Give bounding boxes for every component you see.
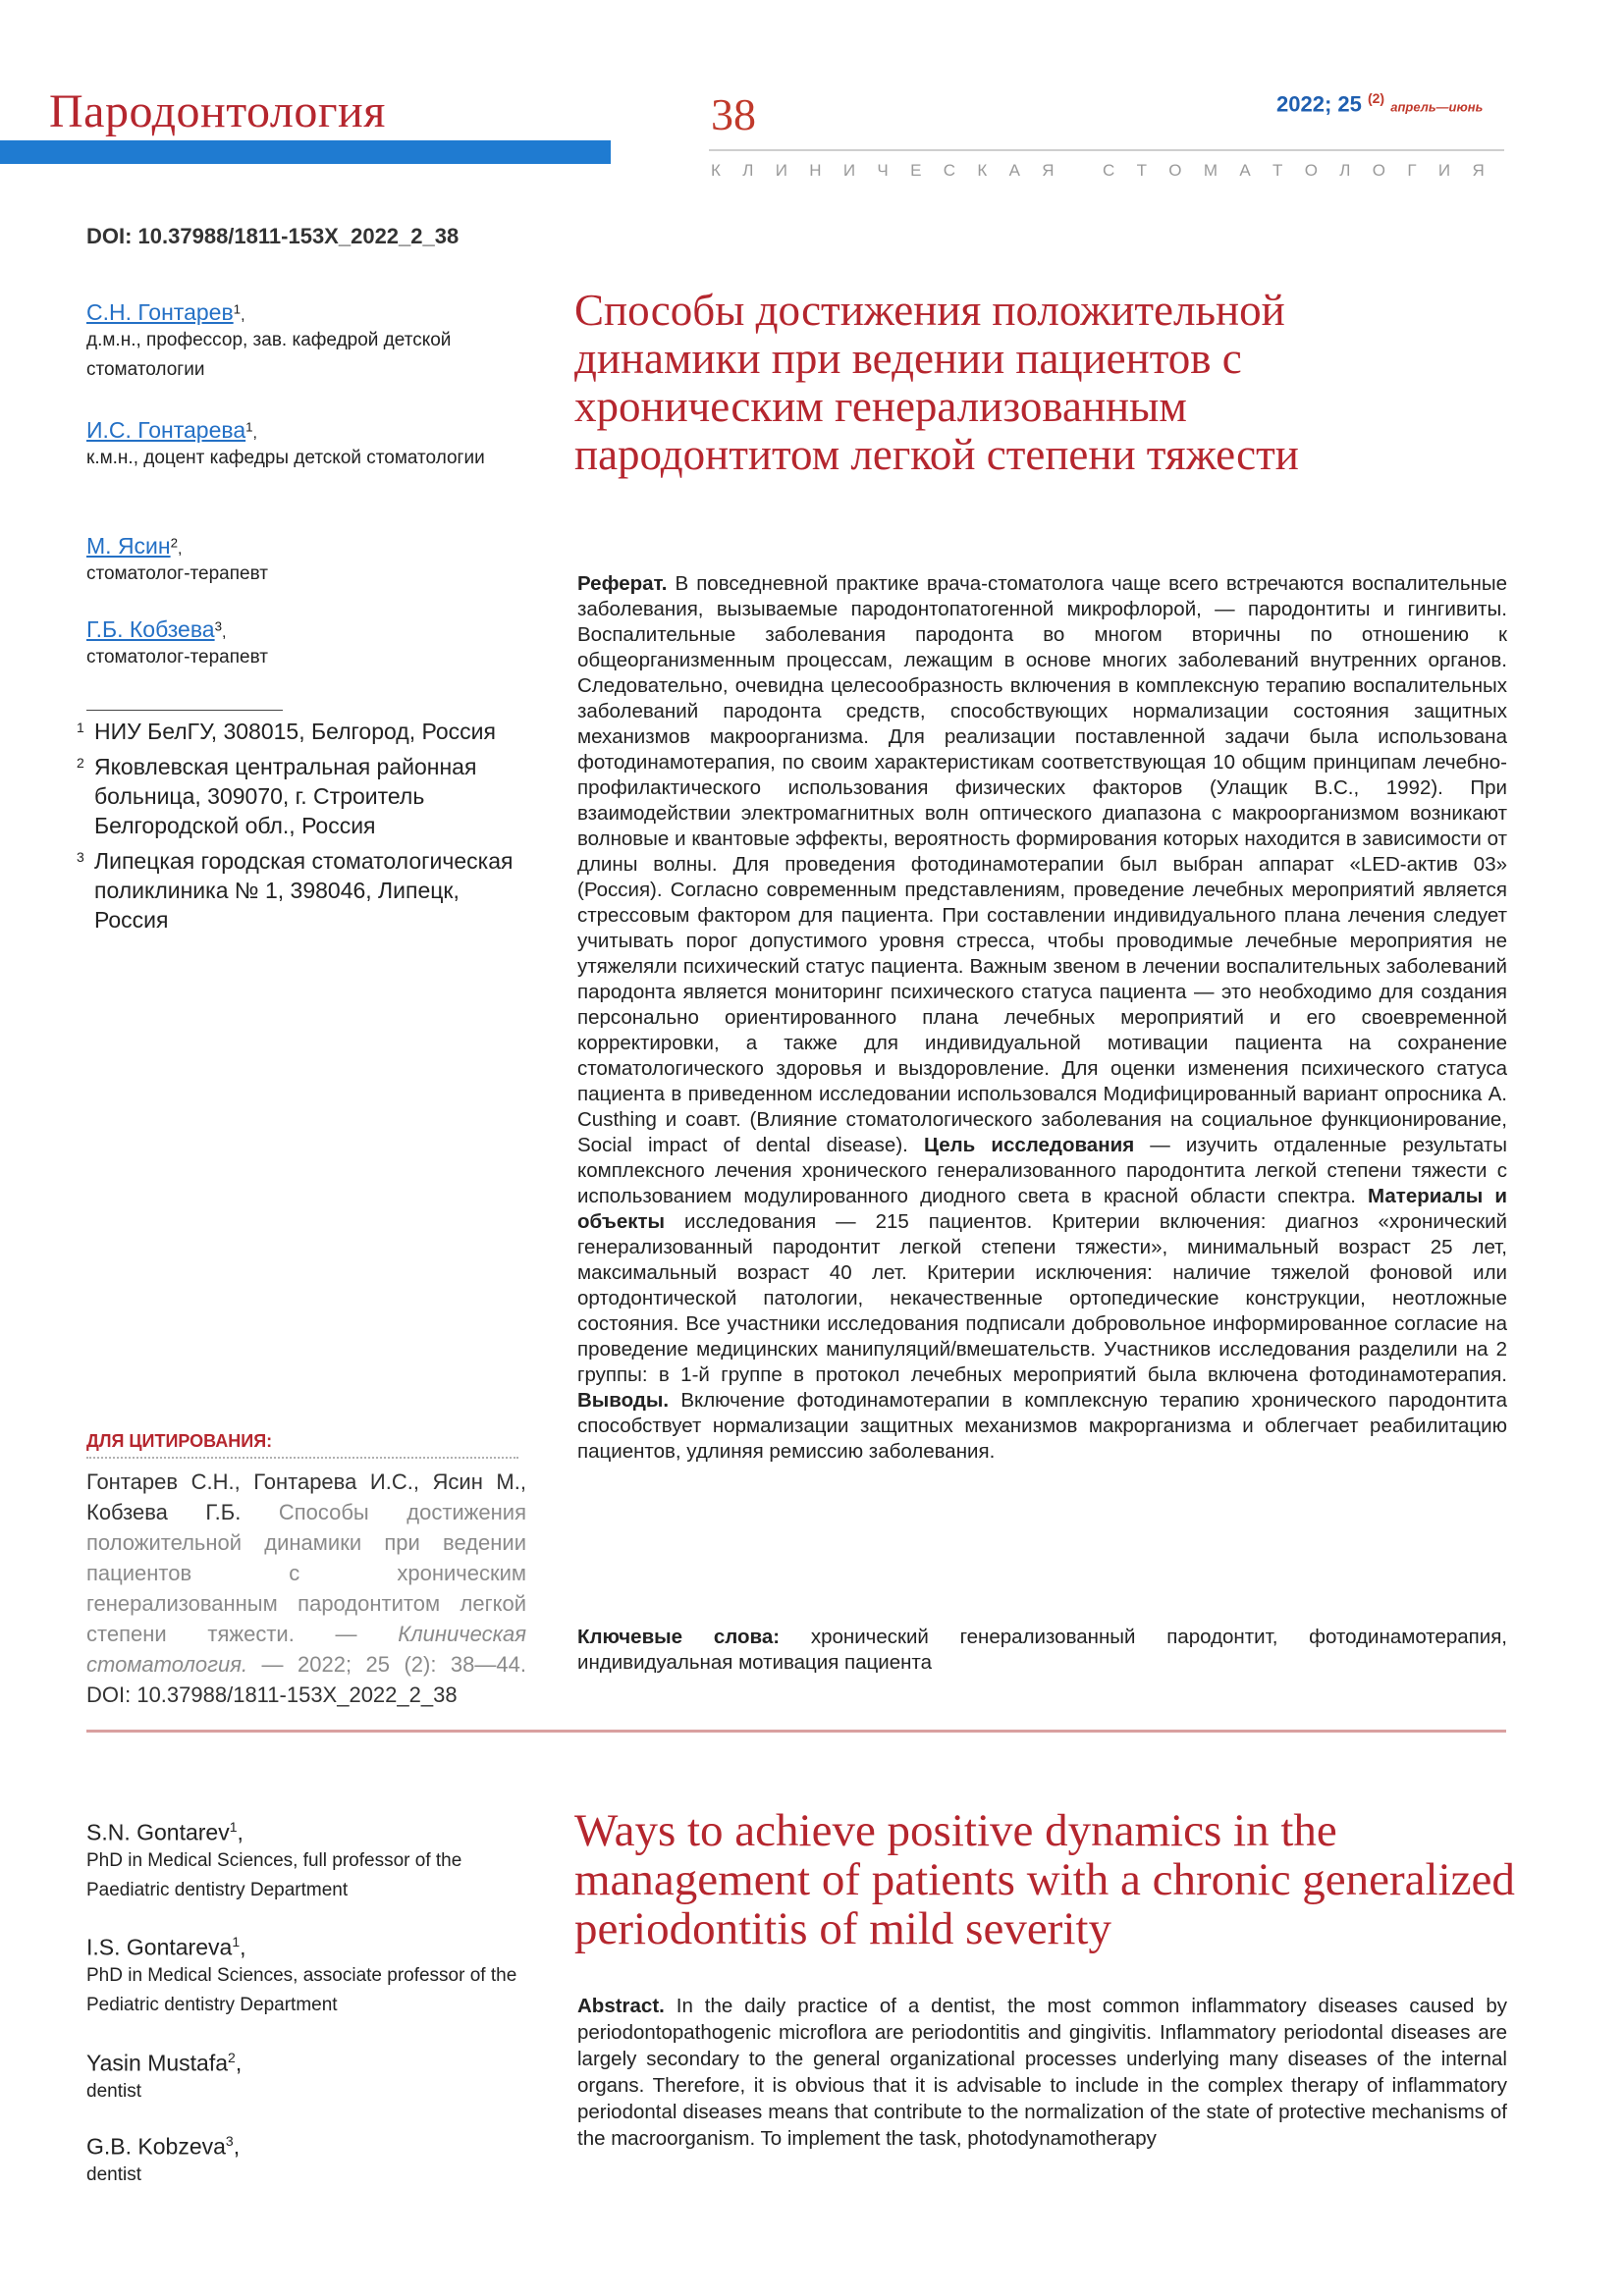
article-title-en: Ways to achieve positive dynamics in the management of patients with a chronic generalized periodontitis of mild severity [574,1805,1515,1954]
author-name-link[interactable]: С.Н. Гонтарев [86,299,234,325]
journal-letter: О [1372,161,1408,180]
journal-letter: Л [1339,161,1373,180]
journal-letter: Т [1136,161,1168,180]
journal-letter [1076,161,1103,181]
journal-letter: Н [809,161,843,180]
journal-letter: Я [1042,161,1076,180]
journal-letter: И [775,161,809,180]
citation-journal: Клиническая стоматология. [86,1622,526,1677]
journal-letter: И [1437,161,1473,180]
materials-text: исследования — 215 пациентов. Критерии включения: диагноз «хронический генерализованный пародонтит легкой степени тяжести», минимальный возраст 25 лет, максимальный возраст 40 лет. Критерии исключения: наличие тяжелой фоновой или ортодонтической патологии, некачественные ортопедические конструкции, неотложные состояния. Все участники исследования подписали добровольное информированное согласие на проведение медицинских манипуляций/вмешательств. Участников исследования разделили на 2 группы: в 1-й группе в протокол лечебных мероприятий была включена фотодинамотерапия. [577,1210,1507,1386]
citation-doi: DOI: 10.37988/1811-153X_2022_2_38 [86,1682,458,1707]
author-desc-en: dentist [86,2163,141,2185]
citation-details: — 2022; 25 (2): 38—44. [261,1652,526,1677]
section-title: Пародонтология [49,85,386,137]
author-desc-en: PhD in Medical Sciences, associate professor of the Pediatric dentistry Department [86,1964,517,2015]
doi: DOI: 10.37988/1811-153X_2022_2_38 [86,224,460,248]
author-ru-2: И.С. Гонтарева$^1$, к.м.н., доцент кафедры детской стоматологии [86,417,548,473]
author-desc: стоматолог-терапевт [86,647,268,667]
author-en-3: Yasin Mustafa$^2$, dentist [86,2050,548,2107]
issue-months: апрель—июнь [1390,99,1484,115]
keywords-text: хронический генерализованный пародонтит, фотодинамотерапия, индивидуальная мотивация пациента [577,1626,1507,1674]
affiliation-3: 3 Липецкая городская стоматологическая поликлиника № 1, 398046, Липецк, Россия [77,848,514,933]
journal-letter: С [943,161,978,180]
journal-letter: С [1102,161,1137,180]
keywords-label: Ключевые слова: [577,1626,781,1648]
abstract-en-label: Abstract. [577,1995,665,2017]
page-number: 38 [711,89,756,139]
journal-name [711,161,1506,181]
conclusions-text: Включение фотодинамотерапии в комплексную терапию хронического пародонтита способствует нормализации защитных механизмов макрорганизма и облегчает реабилитацию пациентов, удлиняя ремиссию заболевания. [577,1389,1507,1463]
journal-letter: Е [910,161,944,180]
affiliation-2: 2 Яковлевская центральная районная больница, 309070, г. Строитель Белгородской обл., Россия [77,754,477,838]
author-en-1: S.N. Gontarev$^1$, PhD in Medical Sciences, full professor of the Paediatric dentistry Department [86,1819,548,1905]
issue-info [1276,90,1483,117]
author-name-en: G.B. Kobzeva [86,2133,226,2160]
header-rule [709,149,1504,151]
issue-number: (2) [1367,90,1385,106]
journal-letter: М [1203,161,1240,180]
author-en-2: I.S. Gontareva$^1$, PhD in Medical Sciences, associate professor of the Pediatric dentistry Department [86,1934,548,2020]
conclusions-label: Выводы. [577,1389,670,1412]
author-name-en: S.N. Gontarev [86,1819,230,1845]
journal-letter: Ч [877,161,910,180]
section-bar [0,140,611,164]
journal-letter: О [1168,161,1204,180]
journal-letter: Г [1407,161,1438,180]
author-desc: к.м.н., доцент кафедры детской стоматологии [86,448,485,468]
goal-text: — изучить отдаленные результаты комплексного лечения хронического генерализованного пародонтита легкой степени тяжести с использованием модулированного диодного света в красной области спектра. [577,1134,1508,1207]
author-ru-3: М. Ясин$^2$, стоматолог-терапевт [86,533,548,589]
journal-letter: О [1304,161,1339,180]
journal-letter: Т [1272,161,1305,180]
author-desc: д.м.н., профессор, зав. кафедрой детской стоматологии [86,330,452,380]
journal-letter: И [842,161,878,180]
citation-text [86,1467,526,1710]
journal-letter: А [1008,161,1042,180]
author-ru-4: Г.Б. Кобзева$^3$, стоматолог-терапевт [86,616,548,672]
citation-authors: Гонтарев С.Н., Гонтарева И.С., Ясин М., Кобзева Г.Б. [86,1469,526,1524]
abstract-label: Реферат. [577,572,668,595]
journal-letter: К [977,161,1009,180]
abstract-body: В повседневной практике врача-стоматолога чаще всего встречаются воспалительные заболевания, вызываемые пародонтопатогенной микрофлорой, — пародонтиты и гингивиты. Воспалительные заболевания пародонта во многом вторичны по отношению к общеорганизменным процессам, лежащим в основе многих заболеваний внутренних органов. Следовательно, очевидна целесообразность включения в комплексную терапию воспалительных заболеваний пародонта средств, способствующих нормализации состояния защитных механизмов макроорганизма. Для реализации поставленной задачи была использована фотодинамотерапия, по своим характеристикам соответствующая 10 общим принципам лечебно-профилактического использования физических факторов (Улащик В.С., 1992). При взаимодействии электромагнитных волн оптического диапазона с макроорганизмом возникают волновые и квантовые эффекты, вероятность формирования которых находится в зависимости от длины волны. Для проведения фотодинамотерапии был выбран аппарат «LED-актив 03» (Россия). Согласно современным представлениям, проведение лечебных мероприятий является стрессовым фактором для пациента. При составлении индивидуального плана лечения следует учитывать порог допустимого уровня стресса, чтобы проводимые лечебные мероприятия не утяжеляли психический статус пациента. Важным звеном в лечении воспалительных заболеваний пародонта является мониторинг психического статуса пациента — это необходимо для создания персонально ориентированного плана лечебных мероприятий и его своевременной корректировки, а также для индивидуальной мотивации пациента на сохранение стоматологического здоровья и выздоровление. Для оценки изменения психического статуса пациента в приведенном исследовании использовался Модифицированный вариант опросника A. Custhing и соавт. (Влияние стоматологического заболевания на социальное функционирование, Social impact of dental disease). [577,572,1507,1156]
issue-year-volume: 2022; 25 [1276,91,1362,117]
author-name-link[interactable]: М. Ясин [86,533,171,559]
section-divider [86,1730,1506,1733]
author-name-link[interactable]: И.С. Гонтарева [86,417,246,443]
journal-letter: Л [742,161,776,180]
author-en-4: G.B. Kobzeva$^3$, dentist [86,2133,548,2190]
affiliation-rule [86,710,283,711]
abstract-ru [577,571,1507,1465]
author-desc: стоматолог-терапевт [86,563,268,584]
author-ru-1: С.Н. Гонтарев$^1$, д.м.н., профессор, зав. кафедрой детской стоматологии [86,299,548,385]
keywords-ru [577,1625,1507,1676]
journal-letter: Я [1472,161,1506,180]
journal-letter: К [711,161,742,180]
author-name-en: Yasin Mustafa [86,2050,229,2076]
abstract-en [577,1993,1507,2152]
author-name-link[interactable]: Г.Б. Кобзева [86,616,215,642]
citation-heading: ДЛЯ ЦИТИРОВАНИЯ: [86,1431,273,1451]
author-desc-en: dentist [86,2080,141,2102]
goal-label: Цель исследования [924,1134,1135,1156]
affiliation-1: 1 НИУ БелГУ, 308015, Белгород, Россия [77,719,496,744]
author-name-en: I.S. Gontareva [86,1934,233,1960]
abstract-en-body: In the daily practice of a dentist, the most common inflammatory diseases caused by periodontopathogenic microflora are periodontitis and gingivitis. Inflammatory periodontal diseases are largely secondary to the general organizational processes underlying many diseases of the internal organs. Therefore, it is obvious that it is advisable to include in the complex therapy of inflammatory periodontal diseases means that contribute to the normalization of the state of protective mechanisms of the macroorganism. To implement the task, photodynamotherapy [577,1995,1508,2150]
author-desc-en: PhD in Medical Sciences, full professor of the Paediatric dentistry Department [86,1849,462,1900]
citation-rule [86,1457,518,1459]
journal-letter: А [1239,161,1272,180]
materials-label: Материалы и объекты [577,1185,1507,1233]
citation-title: Способы достижения положительной динамики при ведении пациентов с хроническим генерализованным пародонтитом легкой степени тяжести. — [86,1500,526,1646]
article-title-ru: Способы достижения положительной динамики при ведении пациентов с хроническим генерализованным пародонтитом легкой степени тяжести [574,286,1299,479]
